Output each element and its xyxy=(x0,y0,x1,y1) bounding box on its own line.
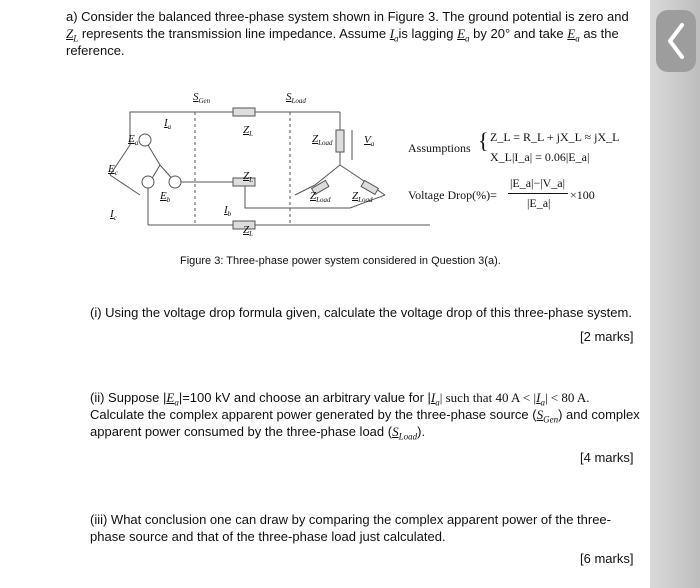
label-zload-1: $Z_{Load}$ xyxy=(312,133,333,148)
label-ib: $I_b$ xyxy=(224,204,232,219)
part-ii-line3: apparent power consumed by the three-phase load $(S_{Load})$. xyxy=(90,424,426,442)
three-phase-circuit-diagram xyxy=(100,90,630,240)
label-s-gen: $S_{Gen}$ xyxy=(193,91,211,106)
part-iii-line1: (iii) What conclusion one can draw by comparing the complex apparent power of the three- xyxy=(90,512,611,527)
voltage-drop-label: Voltage Drop(%)= xyxy=(408,188,497,202)
part-i-text: (i) Using the voltage drop formula given, calculate the voltage drop of this three-phase system. xyxy=(90,305,632,320)
right-side-panel xyxy=(650,0,700,588)
question-a-line1: a) Consider the balanced three-phase system shown in Figure 3. The ground potential is zero and xyxy=(66,9,629,24)
source-a-circle xyxy=(139,134,151,146)
label-ea: $E_a$ xyxy=(128,133,139,148)
part-iii-marks: [6 marks] xyxy=(580,551,634,566)
part-ii-marks: [4 marks] xyxy=(580,450,634,465)
part-i-marks: [2 marks] xyxy=(580,329,634,344)
label-eb: $E_b$ xyxy=(160,190,171,205)
part-ii-line1: (ii) Suppose $|E_a|=100$ kV and choose an arbitrary value for $|I_a|$ such that 40 $A < |I_a| < 80$ A. xyxy=(90,390,590,408)
vd-fraction-bar xyxy=(508,193,568,194)
label-zload-2: $Z_{Load}$ xyxy=(310,190,331,205)
part-ii-line2: Calculate the complex apparent power generated by the three-phase source $(S_{Gen})$ and complex xyxy=(90,407,640,425)
load-impedance-a xyxy=(336,130,344,152)
label-s-load: $S_{Load}$ xyxy=(286,91,306,106)
label-zl-mid: $Z_L$ xyxy=(243,170,254,185)
label-ic: $I_c$ xyxy=(110,208,117,223)
back-button[interactable] xyxy=(656,10,696,72)
vd-denominator: |E_a| xyxy=(527,196,551,210)
vd-numerator: |E_a|−|V_a| xyxy=(510,176,566,190)
chevron-left-icon xyxy=(665,21,687,61)
part-iii-line2: phase source and that of the three-phase load just calculated. xyxy=(90,529,446,544)
question-a-line3: reference. xyxy=(66,43,125,58)
figure-caption: Figure 3: Three-phase power system considered in Question 3(a). xyxy=(180,255,501,267)
label-zl-bottom: $Z_L$ xyxy=(243,224,254,239)
assumptions-label: Assumptions xyxy=(408,141,471,155)
line-impedance-top xyxy=(233,108,255,116)
label-zload-3: $Z_{Load}$ xyxy=(352,190,373,205)
assumption-1: Z_L = R_L + jX_L ≈ jX_L xyxy=(490,130,620,144)
label-zl-top: $Z_L$ xyxy=(243,124,254,139)
label-va: $V_a$ xyxy=(364,134,375,149)
source-b-circle xyxy=(169,176,181,188)
vd-times: ×100 xyxy=(570,188,595,202)
assumption-2: X_L|I_a| = 0.06|E_a| xyxy=(490,150,590,164)
label-ia: $I_a$ xyxy=(164,117,172,132)
assumptions-brace: { xyxy=(478,128,489,153)
source-c-circle xyxy=(142,176,154,188)
label-ec: $E_c$ xyxy=(108,163,118,178)
question-a-line2: $Z_L$ represents the transmission line impedance. Assume $I_ais$ lagging $E_a$ by 20° and take $E_a$ as the xyxy=(66,26,619,44)
